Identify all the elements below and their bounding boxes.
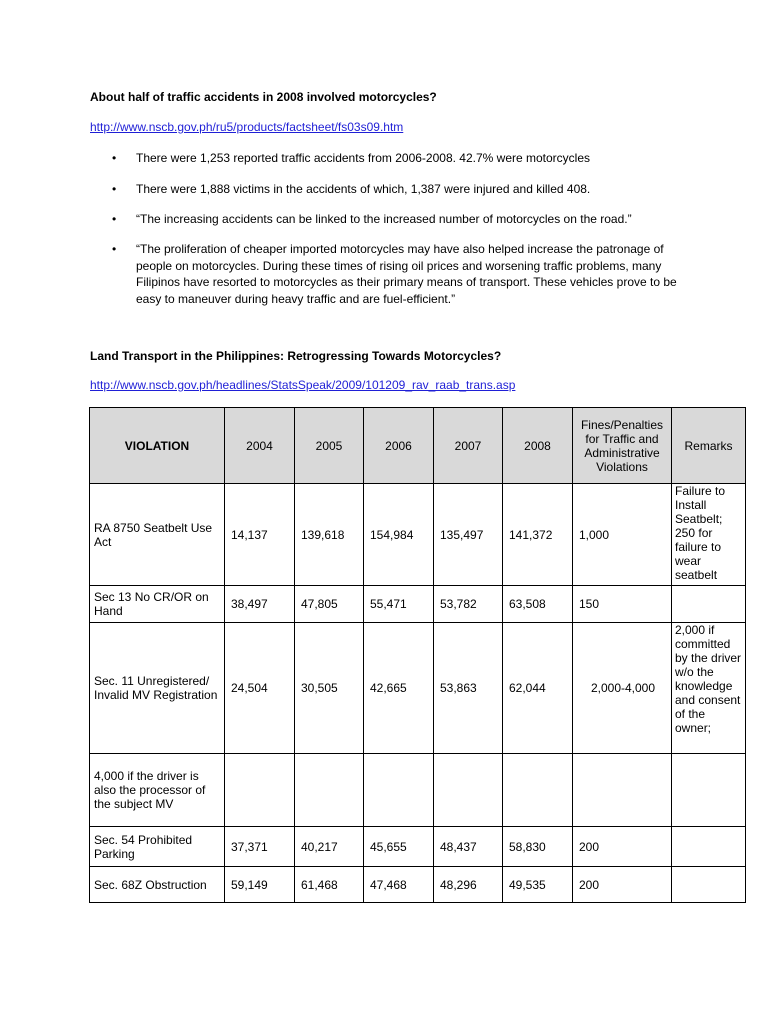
cell-2007: 53,782 [434,586,503,623]
table-row [90,623,746,754]
table-row [90,827,746,867]
cell-fine: 200 [573,867,672,903]
cell-2005 [295,754,364,827]
cell-violation: Sec. 54 Prohibited Parking [90,827,225,867]
violations-table [89,407,746,903]
cell-2008: 141,372 [503,484,573,586]
cell-2004: 24,504 [225,623,295,754]
cell-2007: 48,437 [434,827,503,867]
cell-2006: 45,655 [364,827,434,867]
bullet-text: “The increasing accidents can be linked to the increased number of motorcycles on the road.” [136,212,632,226]
cell-violation: RA 8750 Seatbelt Use Act [90,484,225,586]
cell-violation: Sec. 11 Unregistered/ Invalid MV Registration [90,623,225,754]
cell-2005: 139,618 [295,484,364,586]
cell-2007 [434,754,503,827]
col-header-remarks: Remarks [672,408,746,484]
col-header-2006: 2006 [364,408,434,484]
table-row [90,867,746,903]
bullet-icon: • [112,182,117,196]
cell-2004 [225,754,295,827]
col-header-2005: 2005 [295,408,364,484]
col-header-2008: 2008 [503,408,573,484]
cell-remarks [672,867,746,903]
cell-2006: 154,984 [364,484,434,586]
bullet-item-4 [112,241,692,307]
cell-violation: Sec. 68Z Obstruction [90,867,225,903]
bullet-icon: • [112,212,117,226]
table-header-row [90,408,746,484]
cell-2008: 63,508 [503,586,573,623]
table-row [90,754,746,827]
cell-2008: 58,830 [503,827,573,867]
cell-2004: 37,371 [225,827,295,867]
cell-2007: 48,296 [434,867,503,903]
cell-2006 [364,754,434,827]
bullet-item-2 [112,181,590,198]
cell-remarks [672,754,746,827]
table-row [90,484,746,586]
col-header-2004: 2004 [225,408,295,484]
cell-2005: 40,217 [295,827,364,867]
nscb-factsheet-link[interactable]: http://www.nscb.gov.ph/ru5/products/factsheet/fs03s09.htm [90,120,404,134]
nscb-statsspeak-link[interactable]: http://www.nscb.gov.ph/headlines/StatsSpeak/2009/101209_rav_raab_trans.asp [90,378,516,392]
bullet-icon: • [112,151,117,165]
cell-2008: 62,044 [503,623,573,754]
bullet-text: There were 1,253 reported traffic accidents from 2006-2008. 42.7% were motorcycles [136,151,591,165]
heading-land-transport: Land Transport in the Philippines: Retrogressing Towards Motorcycles? [90,349,502,363]
heading-motorcycle-accidents: About half of traffic accidents in 2008 involved motorcycles? [90,90,437,104]
cell-fine: 2,000-4,000 [573,623,672,754]
cell-2006: 42,665 [364,623,434,754]
col-header-violation: VIOLATION [90,408,225,484]
cell-2004: 38,497 [225,586,295,623]
cell-remarks [672,827,746,867]
cell-violation: Sec 13 No CR/OR on Hand [90,586,225,623]
cell-2005: 61,468 [295,867,364,903]
bullet-text: “The proliferation of cheaper imported motorcycles may have also helped increase the patronage of people on motorcycles. During these times of rising oil prices and worsening traffic problems, many Filipinos have resorted to motorcycles as their primary means of transport. These vehicles prove to be easy to maneuver during heavy traffic and are fuel-efficient.” [136,242,677,306]
bullet-item-3 [112,211,632,228]
cell-violation: 4,000 if the driver is also the processor of the subject MV [90,754,225,827]
bullet-text: There were 1,888 victims in the accidents of which, 1,387 were injured and killed 408. [136,182,591,196]
bullet-item-1 [112,150,590,167]
cell-fine [573,754,672,827]
col-header-2007: 2007 [434,408,503,484]
bullet-icon: • [112,242,117,256]
table-row [90,586,746,623]
col-header-fines: Fines/Penalties for Traffic and Administrative Violations [573,408,672,484]
cell-2008: 49,535 [503,867,573,903]
cell-fine: 1,000 [573,484,672,586]
cell-fine: 150 [573,586,672,623]
cell-2005: 47,805 [295,586,364,623]
cell-remarks: Failure to Install Seatbelt; 250 for failure to wear seatbelt [672,484,746,586]
cell-2004: 59,149 [225,867,295,903]
cell-2004: 14,137 [225,484,295,586]
cell-fine: 200 [573,827,672,867]
cell-remarks: 2,000 if committed by the driver w/o the knowledge and consent of the owner; [672,623,746,754]
cell-2007: 135,497 [434,484,503,586]
cell-2006: 47,468 [364,867,434,903]
cell-2006: 55,471 [364,586,434,623]
cell-2007: 53,863 [434,623,503,754]
cell-remarks [672,586,746,623]
cell-2008 [503,754,573,827]
cell-2005: 30,505 [295,623,364,754]
